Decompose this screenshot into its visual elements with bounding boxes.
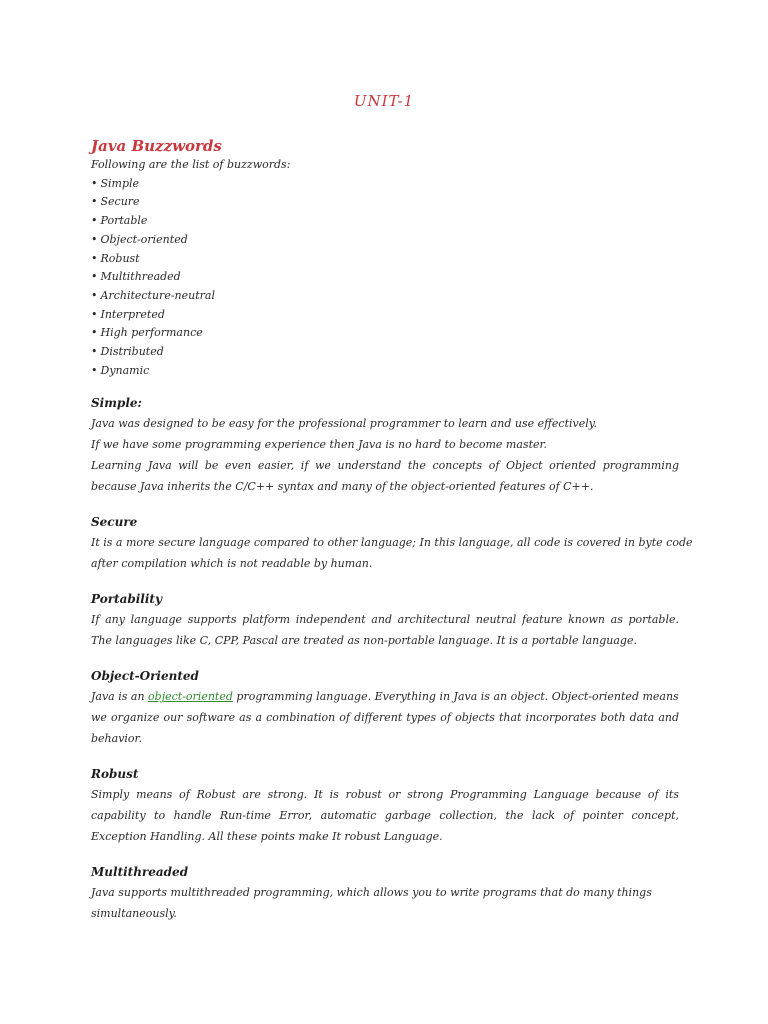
section-body-simple: Java was designed to be easy for the professional programmer to learn and use effectively. If we have some programming experience then Java is no hard to become master. Learning Java will be even easier, if we understand the concepts of Object oriented programming because Java inherits the C/C++ syntax and many of the object-oriented features of C++. <box>91 417 679 494</box>
spacer <box>91 847 679 862</box>
list-item: • Dynamic <box>91 363 150 377</box>
buzzwords-list <box>91 175 679 381</box>
bullet-icon: • <box>91 307 98 321</box>
spacer <box>91 574 679 589</box>
section-heading-object-oriented: Object-Oriented <box>91 669 199 684</box>
spacer <box>91 749 679 764</box>
list-item: • Multithreaded <box>91 270 181 284</box>
list-item: • Distributed <box>91 345 164 359</box>
object-oriented-link[interactable]: object-oriented <box>148 690 233 704</box>
list-item: • High performance <box>91 326 203 340</box>
section-body-robust: Simply means of Robust are strong. It is robust or strong Programming Language because of its capability to handle Run-time Error, automatic garbage collection, the lack of pointer concept, Exception Handling. All these points make It robust Language. <box>91 788 679 844</box>
list-item: • Secure <box>91 195 140 209</box>
bullet-icon: • <box>91 363 98 377</box>
spacer <box>91 497 679 512</box>
bullet-icon: • <box>91 176 98 190</box>
section-body-portability: If any language supports platform independent and architectural neutral feature known as portable. The languages like C, CPP, Pascal are treated as non-portable language. It is a portable language. <box>91 613 679 648</box>
buzzwords-heading: Java Buzzwords <box>91 137 222 155</box>
list-item: • Object-oriented <box>91 232 188 246</box>
list-item: • Architecture-neutral <box>91 288 215 302</box>
bullet-icon: • <box>91 270 98 284</box>
bullet-icon: • <box>91 195 98 209</box>
buzzwords-intro: Following are the list of buzzwords: <box>91 158 291 171</box>
section-heading-secure: Secure <box>91 515 138 530</box>
section-heading-simple: Simple: <box>91 396 142 411</box>
document-body <box>91 136 693 924</box>
spacer <box>91 651 679 666</box>
bullet-icon: • <box>91 288 98 302</box>
list-item: • Simple <box>91 176 140 190</box>
bullet-icon: • <box>91 214 98 228</box>
section-body-multithreaded: Java supports multithreaded programming, which allows you to write programs that do many things simultaneously. <box>91 886 652 921</box>
section-body-object-oriented: Java is an object-oriented programming language. Everything in Java is an object. Object-oriented means we organize our software as a combination of different types of objects that incorporates both data and behavior. <box>91 690 679 746</box>
spacer <box>91 380 679 393</box>
section-body-secure: It is a more secure language compared to other language; In this language, all code is covered in byte code after compilation which is not readable by human. <box>91 536 693 571</box>
list-item: • Interpreted <box>91 307 165 321</box>
bullet-icon: • <box>91 251 98 265</box>
section-heading-portability: Portability <box>91 592 162 607</box>
list-item: • Portable <box>91 214 148 228</box>
bullet-icon: • <box>91 232 98 246</box>
unit-title: UNIT-1 <box>353 92 415 110</box>
bullet-icon: • <box>91 326 98 340</box>
bullet-icon: • <box>91 345 98 359</box>
section-heading-multithreaded: Multithreaded <box>91 865 189 880</box>
list-item: • Robust <box>91 251 140 265</box>
section-heading-robust: Robust <box>91 767 139 782</box>
